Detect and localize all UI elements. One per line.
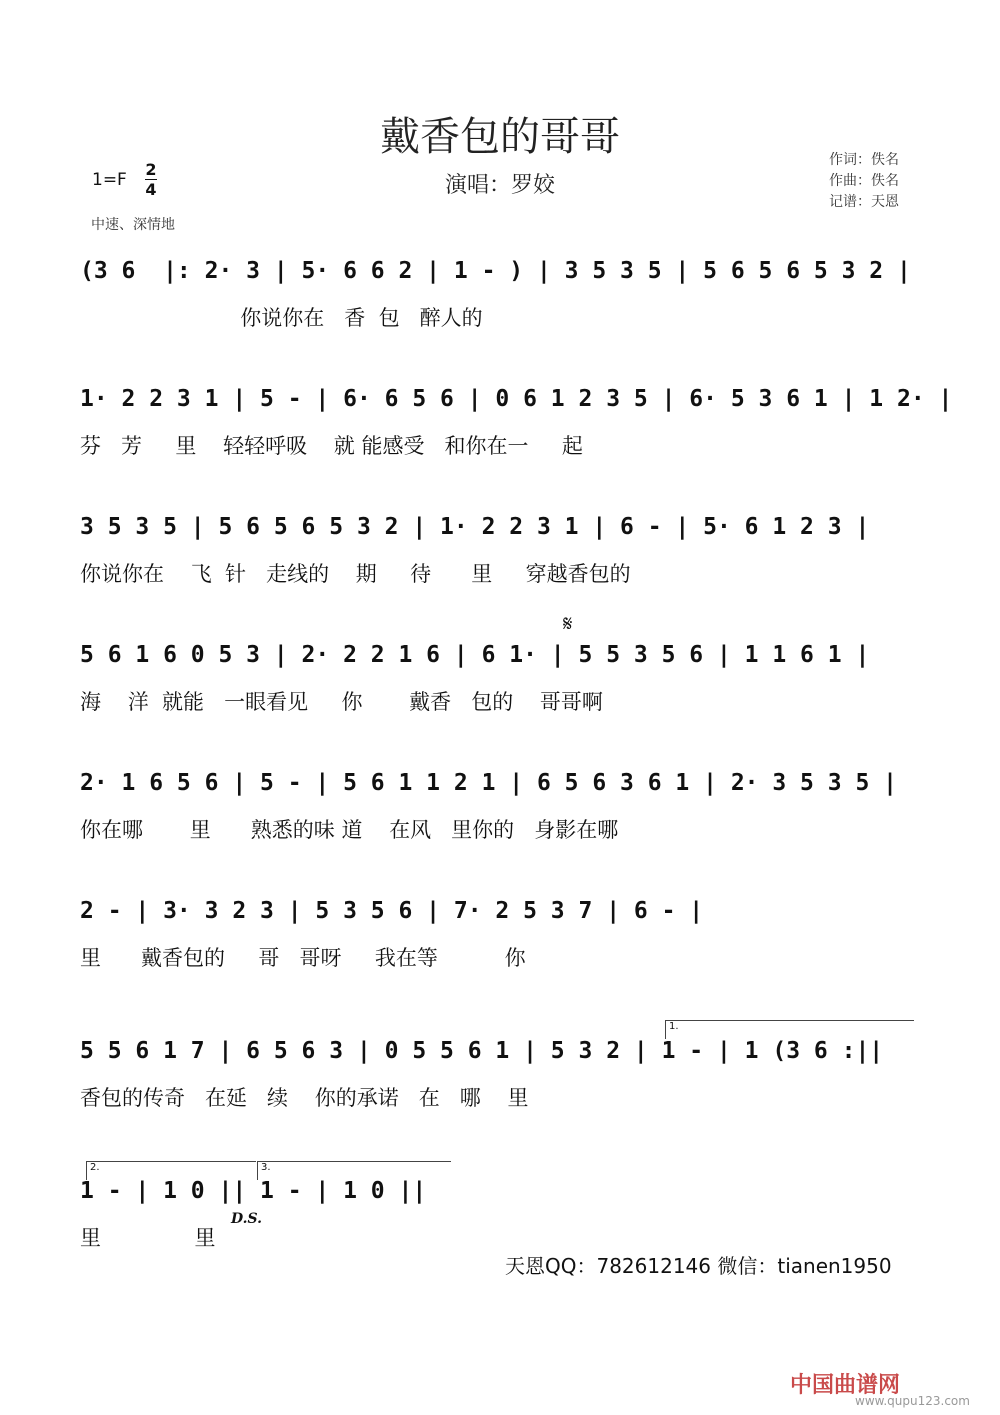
credits-block (829, 150, 899, 213)
notation-line-7: 5 5 6 1 7 | 6 5 6 3 | 0 5 5 6 1 | 5 3 2 | 1 - | 1 (3 6 :|| (80, 1038, 884, 1064)
notation-line-8: 1 - | 1 0 || 1 - | 1 0 || (80, 1178, 427, 1204)
lyrics-line-3: 你说你在 飞 针 走线的 期 待 里 穿越香包的 (80, 562, 631, 586)
lyrics-line-5: 你在哪 里 熟悉的味 道 在风 里你的 身影在哪 (80, 818, 619, 842)
key-signature: 1=F (92, 170, 127, 190)
contact-info: 天恩QQ：782612146 微信：tianen1950 (505, 1254, 892, 1278)
footer-logo: 中国曲谱网 (790, 1373, 901, 1398)
time-signature-bottom: 4 (145, 180, 157, 199)
lyricist-credit: 作词：佚名 (829, 152, 899, 168)
notation-line-4: 5 6 1 6 0 5 3 | 2· 2 2 1 6 | 6 1· | 5 5 3 5 6 | 1 1 6 1 | (80, 642, 870, 668)
lyrics-line-4: 海 洋 就能 一眼看见 你 戴香 包的 哥哥啊 (80, 690, 603, 714)
lyrics-line-8: 里 里 (80, 1226, 216, 1250)
lyrics-line-7: 香包的传奇 在延 续 你的承诺 在 哪 里 (80, 1086, 529, 1110)
tempo-marking: 中速、深情地 (91, 217, 175, 233)
lyrics-line-2: 芬 芳 里 轻轻呼吸 就 能感受 和你在一 起 (80, 434, 583, 458)
song-title: 戴香包的哥哥 (380, 114, 620, 160)
segno-sign: 𝄋 (563, 612, 573, 637)
lyrics-line-1: 你说你在 香 包 醉人的 (80, 306, 483, 330)
notation-line-2: 1· 2 2 3 1 | 5 - | 6· 6 5 6 | 0 6 1 2 3 5 | 6· 5 3 6 1 | 1 2· | (80, 386, 953, 412)
notation-line-6: 2 - | 3· 3 2 3 | 5 3 5 6 | 7· 2 5 3 7 | 6 - | (80, 898, 704, 924)
time-signature (144, 160, 158, 199)
volta-bracket-3: 3. (257, 1161, 451, 1180)
dal-segno-mark: D.S. (231, 1211, 263, 1227)
transcriber-credit: 记谱：天恩 (829, 194, 899, 210)
composer-credit: 作曲：佚名 (829, 173, 899, 189)
singer-credit: 演唱：罗姣 (444, 173, 555, 198)
volta-bracket-2: 2. (86, 1161, 256, 1180)
notation-line-1: (3 6 |: 2· 3 | 5· 6 6 2 | 1 - ) | 3 5 3 5 | 5 6 5 6 5 3 2 | (80, 258, 911, 284)
volta-bracket-1: 1. (665, 1020, 914, 1039)
footer-url: www.qupu123.com (855, 1394, 970, 1408)
notation-line-5: 2· 1 6 5 6 | 5 - | 5 6 1 1 2 1 | 6 5 6 3 6 1 | 2· 3 5 3 5 | (80, 770, 897, 796)
lyrics-line-6: 里 戴香包的 哥 哥呀 我在等 你 (80, 946, 526, 970)
time-signature-top: 2 (145, 160, 157, 179)
notation-line-3: 3 5 3 5 | 5 6 5 6 5 3 2 | 1· 2 2 3 1 | 6 - | 5· 6 1 2 3 | (80, 514, 870, 540)
